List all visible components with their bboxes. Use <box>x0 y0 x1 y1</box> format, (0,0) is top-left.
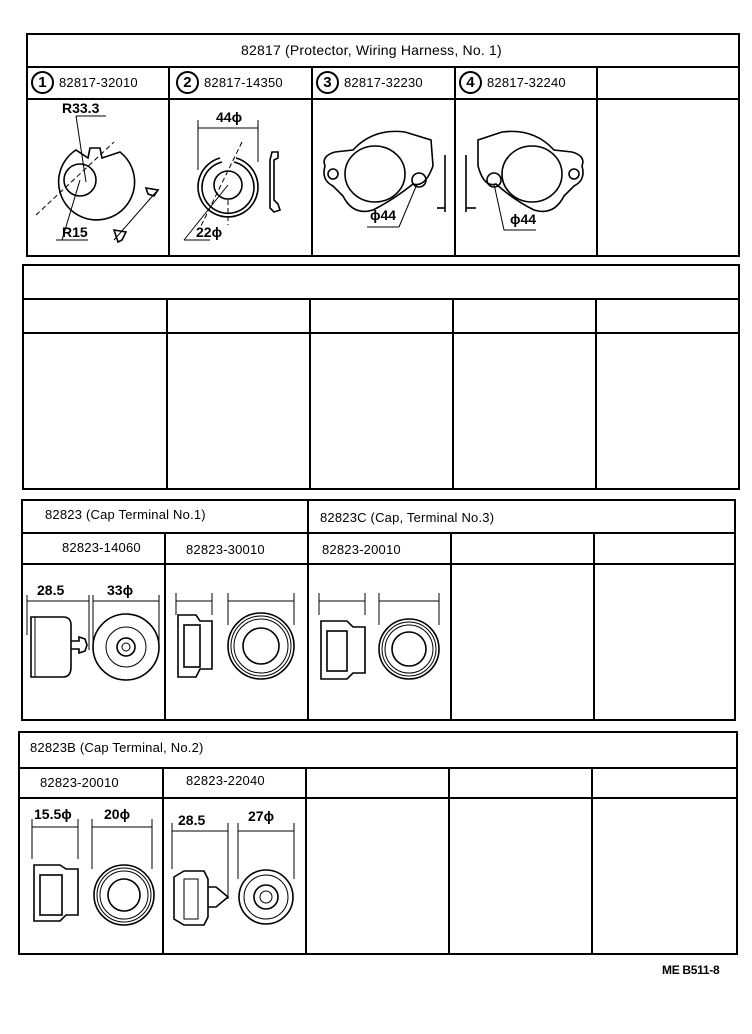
cap-terminal-drawing <box>166 565 306 720</box>
index-badge: 4 <box>459 71 482 94</box>
drawing-reference-code: ME B511-8 <box>662 963 720 977</box>
index-badge: 2 <box>176 71 199 94</box>
round-protector-drawing <box>170 100 308 255</box>
index-badge: 1 <box>31 71 54 94</box>
oval-protector-drawing <box>456 100 594 255</box>
part-number: 82823-20010 <box>322 542 401 557</box>
divider <box>448 767 450 955</box>
dim-label: 28.5 <box>37 582 65 598</box>
part-number-cell <box>316 71 423 94</box>
divider <box>595 298 597 490</box>
part-number-cell <box>176 71 283 94</box>
dim-label: R15 <box>62 224 88 240</box>
part-number: 82823-30010 <box>186 542 265 557</box>
dim-label: 20ϕ <box>104 806 131 822</box>
section-title: 82823 (Cap Terminal No.1) <box>45 507 206 522</box>
divider <box>593 532 595 721</box>
part-number-cell <box>31 71 138 94</box>
divider <box>452 298 454 490</box>
part-number: 82817-32230 <box>344 75 423 90</box>
dim-label: ϕ44 <box>370 207 397 223</box>
part-number: 82817-32240 <box>487 75 566 90</box>
cap-terminal-drawing <box>20 799 160 954</box>
part-number: 82823-22040 <box>186 773 265 788</box>
dim-label: R33.3 <box>62 100 100 116</box>
divider <box>22 298 740 300</box>
section-title: 82823B (Cap Terminal, No.2) <box>30 740 204 755</box>
divider <box>305 767 307 955</box>
part-number-cell <box>459 71 566 94</box>
oval-protector-drawing <box>313 100 451 255</box>
section-title: 82817 (Protector, Wiring Harness, No. 1) <box>241 42 502 58</box>
divider <box>591 767 593 955</box>
part-number: 82823-20010 <box>40 775 119 790</box>
index-badge: 3 <box>316 71 339 94</box>
cap-terminal-drawing <box>23 565 163 720</box>
divider <box>22 332 740 334</box>
dim-label: 22ϕ <box>196 224 223 240</box>
divider <box>596 66 598 257</box>
round-protector-drawing <box>28 100 166 255</box>
dim-label: 33ϕ <box>107 582 134 598</box>
divider <box>18 767 738 769</box>
dim-label: ϕ44 <box>510 211 537 227</box>
dim-label: 44ϕ <box>216 109 243 125</box>
part-number: 82817-32010 <box>59 75 138 90</box>
cap-terminal-drawing <box>309 565 449 720</box>
dim-label: 27ϕ <box>248 808 275 824</box>
section-title: 82823C (Cap, Terminal No.3) <box>320 510 495 525</box>
divider <box>21 532 736 534</box>
divider <box>166 298 168 490</box>
part-number: 82817-14350 <box>204 75 283 90</box>
part-number: 82823-14060 <box>62 540 141 555</box>
divider <box>450 532 452 721</box>
dim-label: 28.5 <box>178 812 206 828</box>
cap-terminal-drawing <box>164 799 304 954</box>
dim-label: 15.5ϕ <box>34 806 72 822</box>
divider <box>309 298 311 490</box>
divider <box>26 66 740 68</box>
